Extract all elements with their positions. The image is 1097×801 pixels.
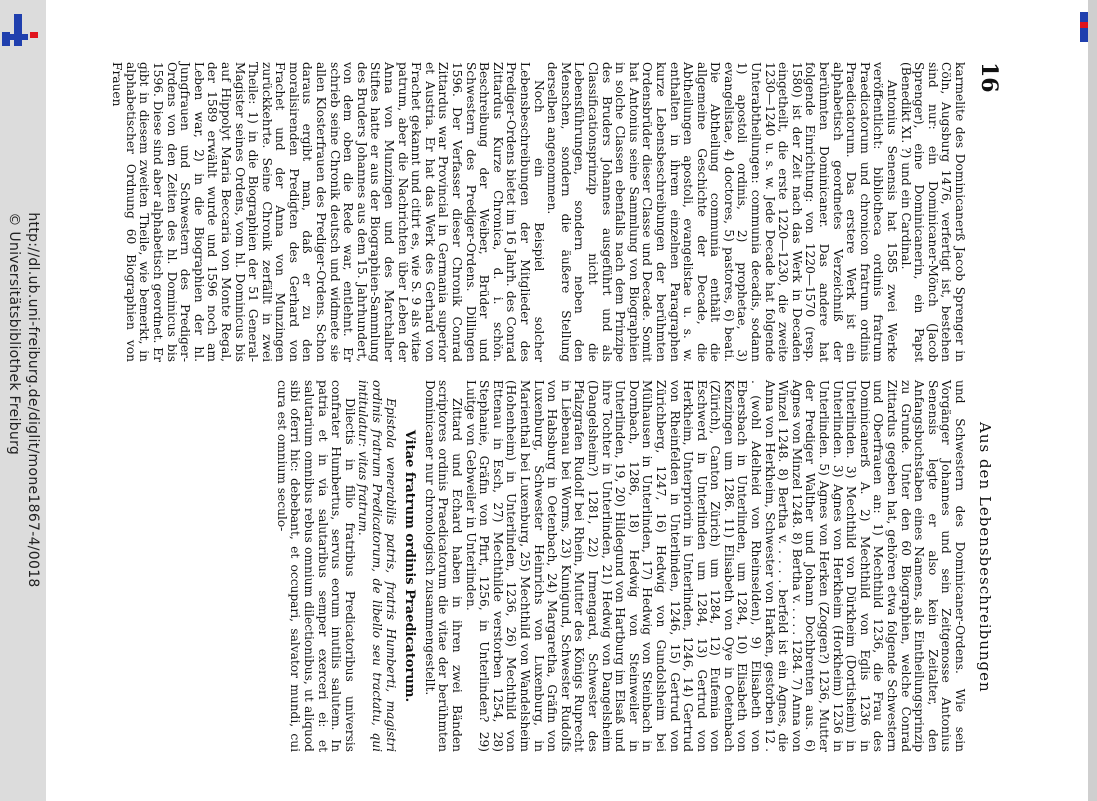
left-margin-strip (0, 0, 46, 801)
page-number: 16 (976, 62, 1002, 93)
right-logo-accent-icon (1080, 22, 1088, 28)
paragraph: karmelite des Dominicanerß Jacob Sprenger in Cöln, Augsburg 1476, verfertigt ist, bestehen sind nur: ein Dominicaner-Mönch (Jacob Sprenger), eine Dominicanerin, ein Papst (Benedikt XI. ?) und ein Cardinal. (898, 62, 967, 362)
sidebar-url[interactable]: http://dl.ub.uni-freiburg.de/diglit/mone1867-4/0018 (25, 212, 41, 588)
epistola-title: Epistola venerabilis patris, fratris Humberti, magistri ordinis fratrum Predicatorum, de libello seu tractatu, qui intitulatur: vitas fratrum. (356, 380, 398, 752)
page-header (968, 62, 1002, 752)
paragraph: Antonius Senensis hat 1585 zwei Werke veröffentlicht: bibliotheca ordinis fratrum Praedicatorum und chronicon fratrum ordinis Praedicatorum. Das erstere Werk ist ein alphabetisch geordnetes Verzeichniß der berühmten Dominicaner. Das andere hat folgende Einrichtung: von 1220—1570 (resp. 1580) ist der Zeit nach das Werk in Decaden eingetheilt, die erste 1220—1230, die zweite 1230—1240 u. s. w. Jede Decade hat folgende Unterabtheilungen: communia decadis, sodann 1) apostoli ordinis, 2) prophetae, 3) evangelistae, 4) doctores, 5) pastores, 6) beati. Die Abtheilung communia enthält die allgemeine Geschichte der Decade, die Abtheilungen apostoli, evangelistae u. s. w. enthalten in ihrem einzelnen Paragraphen kurze Lebensbeschreibungen der berühmten Ordensbrüder dieser Classe und Decade. Somit hat Antonius seine Sammlung von Biographien in solche Classen ebenfalls nach dem Prinzipe des Bruders Johannes ausgeführt und als Classificationsprinzip nicht die Lebensführungen, sondern neben den Menschen, sondern die äußere Stellung derselben angenommen. (545, 62, 900, 362)
library-logo-icon (0, 10, 40, 50)
right-scroll-gutter[interactable] (1088, 0, 1097, 801)
paragraph: und Schwestern des Dominicaner-Ordens. Wie sein Vorgänger Johannes und sein Zeitgenosse Antonius Senensis legte er also kein Zeitalter, den Anfangsbuchstaben eines Namens, als Eintheilungsprinzip zu Grunde. Unter den 60 Biographien, welche Conrad Zittardus gegeben hat, gehören etwa folgende Schwestern und Oberfrauen an: 1) Mechthild 1236, die Frau des Dominicanerß A. 2) Mechthild von Eglis 1236 in Unterlinden. 3) Mechthild von Dürkheim (Dortisheim) in Unterlinden. 3) Agnes von Herkheim (Horkheim) 1236 in Unterlinden. 5) Agnes von Herken (Zoggen?) 1236, Mutter der Prediger Walther und Johann Dochbrenten aus. 6) Agnes von Minzel 1248. 8) Bertha v. . . . . 1284. 7) Anna von Winzel 1248. 8) Bertha v. . . . . berfeld ist ein Agnes, die Anna von Herkheim, Schwester von Harken, gestorben 12 . . (wohl Adelheid von Rheinselden), 9) Elisabeth von Ebersbach in Unterlinden, um 1284, 10) Elisabeth von Kenzingen um 1286. 11) Elisabeth von Oye in Oetenbach (Zürich), Canton Zürich) um 1284, 12) Eufemia von Eschwerd in Unterlinden um 1284, 13) Gertrud von Herkheim, Unterpriorin in Unterlinden, 1246, 14) Gertrud von Rheinfelden in Unterlinden, 1246, 15) Gertrud von Zürichberg, 1247, 16) Hedwig von Gundolsheim bei Mülhausen in Unterlinden, 17) Hedwig von Steinbach in Dornbach, 1286, 18) Hedwig von Steinweiler in Unterlinden, 19, 20) Hildegund von Hartburg im Elsaß und ihre Tochter in Unterlinden, 21) Hedwig von Dangelsheim (Dangelsheim?) 1281, 22) Irmengard, Schwester des Pfalzgrafen Rudolf bei Rhein, Mutter des Königs Ruprecht in Liebenau bei Worms, 23) Kunigund, Schwester Rudolfs von Habsburg in Oetenbach, 24) Margaretha, Gräfin von Luxenburg, Schwester Heinrichs von Luxenburg, in Marienthal bei Luxenburg, 25) Mechthild von Wandelsheim (Hohenheim) in Unterlinden, 1236, 26) Mechthild von Ettenau in Esch, 27) Mechthilde verstorben 1254, 28) Stephanie, Gräfin von Pfirt, 1256, in Unterlinden? 29) Luitge von Gebweiler in Unterlinden. (463, 380, 967, 752)
latin-paragraph: Dilectis in filio fratribus Predicatoribus universis confrater Humbertus, servus eorum inutilis salutem. In patria et in via salutaribus semper exerceri ei: et salutarium omnibus rebus omnium dilectionibus, ut aliquod sibi oferri hic: debebant, et occupari, salvator mundi, cui cura est omnium seculo- (274, 380, 357, 752)
scanned-page (110, 62, 1002, 752)
paragraph: Zittard und Echard haben in ihren zwei Bänden scriptores ordinis Praedicatorum die vitae der berühmten Dominicaner nur chronologisch zusammengestellt. (422, 380, 465, 752)
sidebar-citation (4, 212, 42, 587)
paragraph: Noch ein Beispiel solcher Lebensbeschreibungen der Mitglieder des Prediger-Ordens bietet im 16 Jahrh. des Conrad Zittardus Kurze Chronica, d. i. schön. Beschreibung der Weiber, Brüder und Schwestern des Prediger-Ordens. Dillingen 1596. Der Verfasser dieser Chronik Conrad Zittardus war Provincial in Germania superior et Austria. Er hat das Werk des Gerhard von Frachet gekannt und citirt es, wie S. 9 als vitae patrum, aber die Nachrichten über Leben der Anna von Munzingen und des Marchalher Stiftes hatte er aus der Biographien-Sammlung des Bruders Johannes aus dem 15. Jahrhundert, von dem oben die Rede war, entlehnt. Er schrieb seine Chronik deutsch und widmete sie allen Klosterfrauen des Prediger-Ordens. Schon daraus ergibt man, daß er zu den moralisirenden Predigten des Gerhard von Frachet und der Anna von Munzingen zurückkehrte. Seine Chronik zerfällt in zwei Theile: 1) in die Biographien der 51 General-Magister seines Ordens, vom hl. Dominicus bis auf Hippolyt Maria Beccaria von Monte Regal, der 1589 erwählt wurde und 1596 noch am Leben war, 2) in die Biographien der hl. Jungfrauen und Schwestern des Prediger-Ordens von den Zeiten des hl. Dominicus bis 1596. Diese sind aber alphabetisch geordnet. Er gibt in diesem zweiten Theile, wie bemerkt, in alphabetischer Ordnung 60 Biographien von Frauen (110, 62, 546, 362)
section-heading: Vitae fratrum ordinis Praedicatorum. (402, 429, 418, 703)
column-2 (146, 380, 966, 752)
column-1 (110, 62, 967, 362)
running-head: Aus den Lebensbeschreibungen (976, 422, 994, 693)
sidebar-copyright: © Universitätsbibliothek Freiburg (6, 212, 22, 456)
